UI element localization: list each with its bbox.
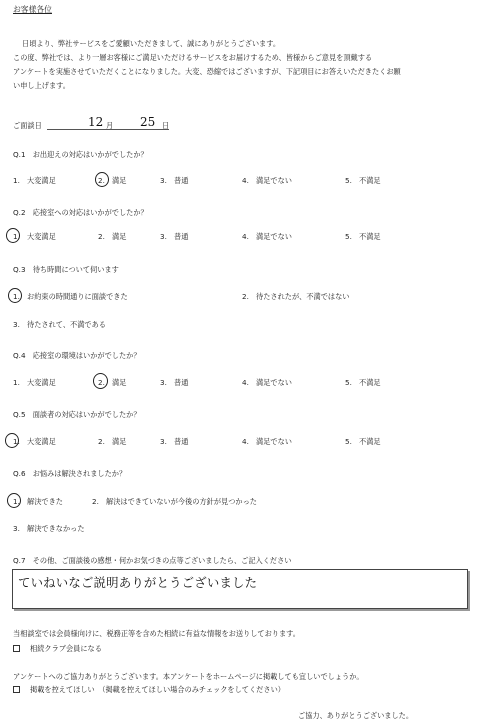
date-day-handwritten[interactable]: 25 [140,115,156,129]
q5-selected-circle [5,433,19,448]
intro-line-2: この度、弊社では、より一層お客様にご満足いただけるサービスをお届けするため、皆様からご意見を頂戴する [13,53,373,62]
q4-option-2[interactable]: 2. 満足 [98,378,127,387]
q2-option-1[interactable]: 1. 大変満足 [13,232,56,241]
q4-option-3[interactable]: 3. 普通 [160,378,189,387]
q5-option-5[interactable]: 5. 不満足 [345,437,381,446]
date-month-unit: 月 [106,121,114,130]
q2-question: Q.2 応接室への対応はいかがでしたか？ [13,208,148,217]
q4-question: Q.4 応接室の環境はいかがでしたか？ [13,351,141,360]
q5-question: Q.5 面談者の対応はいかがでしたか？ [13,410,141,419]
date-label: ご面談日 [13,121,42,130]
publish-text: アンケートへのご協力ありがとうございます。本アンケートをホームページに掲載しても宜しいでしょうか。 [13,672,364,681]
page-title: お客様各位 [13,5,52,14]
publish-checkbox[interactable] [13,686,20,693]
date-month-handwritten[interactable]: 12 [88,115,104,129]
intro-line-1: 日頃より、弊社サービスをご愛顧いただきまして、誠にありがとうございます。 [22,39,281,48]
q1-option-4[interactable]: 4. 満足でない [242,176,292,185]
q4-option-4[interactable]: 4. 満足でない [242,378,292,387]
q5-option-3[interactable]: 3. 普通 [160,437,189,446]
q6-selected-circle [7,493,21,508]
q3-option-3[interactable]: 3. 待たされて、不満である [13,320,106,329]
q2-option-2[interactable]: 2. 満足 [98,232,127,241]
intro-line-3: アンケートを実施させていただくことになりました。大変、恐縮ではございますが、下記項目にお答えいただきたくお願 [13,67,401,76]
q5-option-4[interactable]: 4. 満足でない [242,437,292,446]
date-day-unit: 日 [162,121,170,130]
footer-thanks: ご協力、ありがとうございました。 [298,711,414,720]
q2-option-3[interactable]: 3. 普通 [160,232,189,241]
intro-line-4: い申し上げます。 [13,81,70,90]
club-checkbox[interactable] [13,645,20,652]
q1-option-2[interactable]: 2. 満足 [98,176,127,185]
club-text: 当相談室では会員様向けに、税務正等を含めた相続に有益な情報をお送りしております。 [13,629,300,638]
q6-option-1[interactable]: 1. 解決できた [13,497,63,506]
q4-option-5[interactable]: 5. 不満足 [345,378,381,387]
q6-question: Q.6 お悩みは解決されましたか？ [13,469,127,478]
q3-question: Q.3 待ち時間について伺います [13,265,119,274]
q1-selected-circle [95,172,109,187]
q1-option-3[interactable]: 3. 普通 [160,176,189,185]
q3-selected-circle [8,288,22,303]
q3-option-1[interactable]: 1. お約束の時間通りに面談できた [13,292,128,301]
q7-handwritten-answer[interactable]: ていねいなご説明ありがとうございました [18,575,258,590]
q2-option-4[interactable]: 4. 満足でない [242,232,292,241]
q7-question: Q.7 その他、ご面談後の感想・何かお気づきの点等ございましたら、ご記入ください [13,556,292,565]
q1-option-1[interactable]: 1. 大変満足 [13,176,56,185]
q3-option-2[interactable]: 2. 待たされたが、不満ではない [242,292,350,301]
q6-option-3[interactable]: 3. 解決できなかった [13,524,85,533]
q4-option-1[interactable]: 1. 大変満足 [13,378,56,387]
q1-question: Q.1 お出迎えの対応はいかがでしたか？ [13,150,148,159]
q4-selected-circle [93,373,108,389]
club-checkbox-label: 相続クラブ会員になる [30,644,102,653]
q6-option-2[interactable]: 2. 解決はできていないが今後の方針が見つかった [92,497,257,506]
q5-option-1[interactable]: 1. 大変満足 [13,437,56,446]
q5-option-2[interactable]: 2. 満足 [98,437,127,446]
q1-option-5[interactable]: 5. 不満足 [345,176,381,185]
publish-checkbox-label: 掲載を控えてほしい （掲載を控えてほしい場合のみチェックをしてください） [30,685,285,694]
q2-selected-circle [6,228,20,243]
q2-option-5[interactable]: 5. 不満足 [345,232,381,241]
